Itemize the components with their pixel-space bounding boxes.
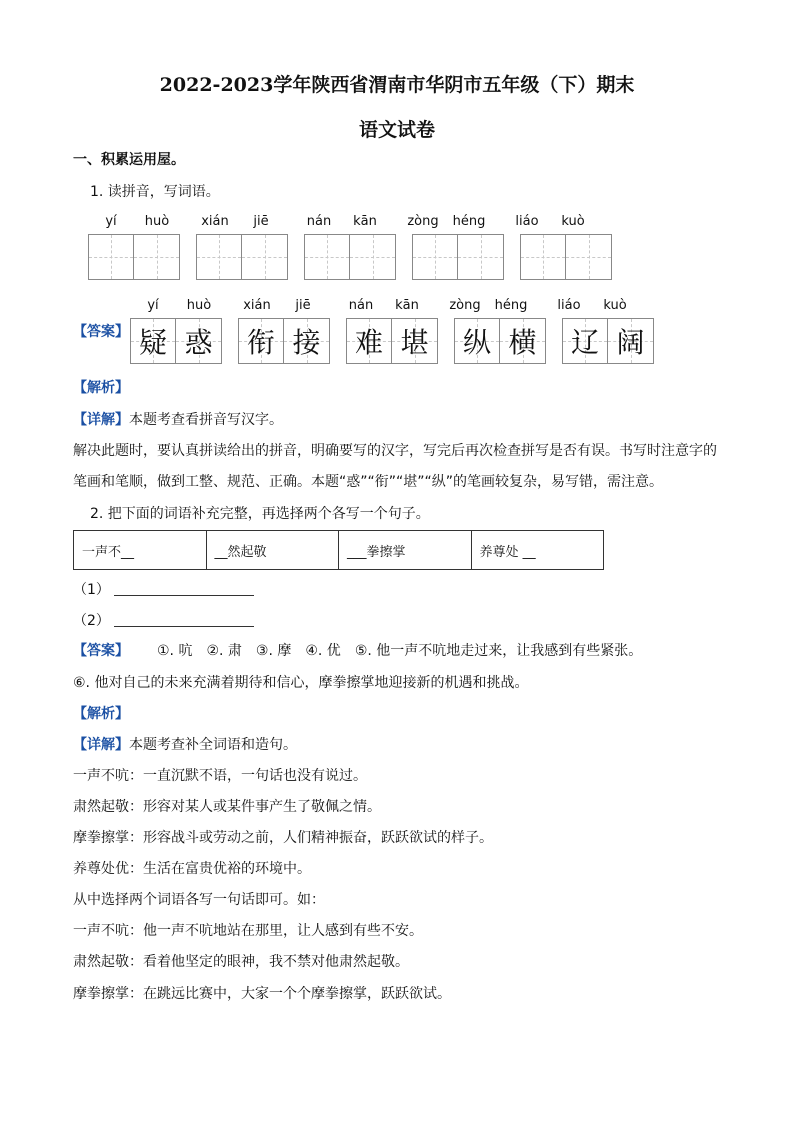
analysis-label: 【解析】: [73, 706, 129, 722]
answer-blank[interactable]: [114, 581, 254, 596]
answer-char: 接: [292, 326, 321, 359]
pinyin: liáo: [515, 214, 539, 229]
word-cell[interactable]: __然起敬: [206, 531, 339, 570]
blank-number: （1）: [73, 582, 110, 598]
analysis-label: 【解析】: [73, 380, 129, 396]
answer-char: 横: [508, 326, 537, 359]
explanation-line: 摩拳擦掌：形容战斗或劳动之前，人们精神振奋，跃跃欲试的样子。: [73, 830, 493, 846]
writing-grid[interactable]: [520, 234, 612, 280]
pinyin: kān: [395, 298, 419, 313]
section-heading: 一、积累运用屋。: [73, 152, 185, 168]
pinyin: yí: [147, 298, 159, 313]
answer-char: 辽: [570, 326, 599, 359]
answer-char: 纵: [462, 326, 491, 359]
question-1-prompt: 1. 读拼音，写词语。: [90, 184, 220, 200]
sentence-blank-2: [73, 611, 254, 631]
word-cell[interactable]: 一声不__: [74, 531, 207, 570]
pinyin-row-answer: [130, 298, 638, 313]
answer-item: ③. 摩: [255, 643, 292, 659]
pinyin: xián: [201, 214, 229, 229]
pinyin: xián: [243, 298, 271, 313]
writing-grid[interactable]: [88, 234, 180, 280]
answer-grid: [130, 318, 222, 364]
pinyin: kuò: [561, 214, 585, 229]
word-cell[interactable]: 养尊处 __: [471, 531, 604, 570]
blank-number: （2）: [73, 613, 110, 629]
answer-grid: [454, 318, 546, 364]
pinyin: huò: [144, 214, 170, 229]
answer-item: ②. 肃: [206, 643, 242, 659]
answer-char: 难: [354, 326, 383, 359]
answer-grid: [238, 318, 330, 364]
pinyin: héng: [494, 298, 528, 313]
answer-grid: [346, 318, 438, 364]
answer-char: 阔: [616, 326, 645, 359]
explanation-line: 笔画和笔顺，做到工整、规范、正确。本题“惑”“衔”“堪”“纵”的笔画较复杂，易写错，需注意。: [73, 474, 664, 490]
explanation-line: 摩拳擦掌：在跳远比赛中，大家一个个摩拳擦掌，跃跃欲试。: [73, 986, 451, 1002]
pinyin: yí: [105, 214, 117, 229]
pinyin: zòng: [407, 214, 439, 229]
answer-item-6: ⑥. 他对自己的未来充满着期待和信心，摩拳擦掌地迎接新的机遇和挑战。: [73, 675, 529, 691]
writing-grid[interactable]: [196, 234, 288, 280]
answer-item: ⑤. 他一声不吭地走过来，让我感到有些紧张。: [354, 643, 643, 659]
answer-item: ①. 吭: [157, 643, 193, 659]
pinyin: liáo: [557, 298, 581, 313]
answer-char: 堪: [400, 326, 429, 359]
sentence-blank-1: [73, 580, 254, 600]
pinyin: nán: [348, 298, 374, 313]
explanation-line: 养尊处优：生活在富贵优裕的环境中。: [73, 861, 311, 877]
pinyin: zòng: [449, 298, 481, 313]
detail-line: [73, 735, 297, 755]
detail-label: 【详解】: [73, 412, 129, 428]
pinyin-row-question: [88, 214, 596, 229]
explanation-line: 解决此题时，要认真拼读给出的拼音，明确要写的汉字，写完后再次检查拼写是否有误。书写时注意字的: [73, 443, 717, 459]
question-2-prompt: 2. 把下面的词语补充完整，再选择两个各写一个句子。: [90, 506, 430, 522]
explanation-line: 从中选择两个词语各写一句话即可。如：: [73, 892, 325, 908]
answer-blank[interactable]: [114, 612, 254, 627]
document-title: 2022-2023学年陕西省渭南市华阴市五年级（下）期末: [159, 74, 635, 96]
explanation-line: 一声不吭：一直沉默不语，一句话也没有说过。: [73, 768, 367, 784]
pinyin: nán: [306, 214, 332, 229]
pinyin: huò: [186, 298, 212, 313]
answer-label: 【答案】: [73, 643, 129, 659]
pinyin: kuò: [603, 298, 627, 313]
answer-grid: [562, 318, 654, 364]
document-subtitle: 语文试卷: [358, 119, 435, 141]
detail-text: 本题考查补全词语和造句。: [129, 737, 297, 753]
answer-char: 疑: [138, 326, 167, 359]
word-cell[interactable]: ___拳擦掌: [339, 531, 472, 570]
answer-label: 【答案】: [73, 324, 129, 340]
answer-item: ④. 优: [305, 643, 341, 659]
answer-char: 衔: [246, 326, 275, 359]
writing-grid[interactable]: [412, 234, 504, 280]
q2-answer-line: [73, 641, 642, 661]
pinyin: kān: [353, 214, 377, 229]
explanation-line: 一声不吭：他一声不吭地站在那里，让人感到有些不安。: [73, 923, 423, 939]
detail-label: 【详解】: [73, 737, 129, 753]
pinyin: jiē: [253, 214, 269, 229]
pinyin: héng: [452, 214, 486, 229]
explanation-line: 肃然起敬：形容对某人或某件事产生了敬佩之情。: [73, 799, 381, 815]
word-table: [73, 530, 604, 570]
explanation-line: 肃然起敬：看着他坚定的眼神，我不禁对他肃然起敬。: [73, 954, 409, 970]
detail-text: 本题考查看拼音写汉字。: [129, 412, 283, 428]
pinyin: jiē: [295, 298, 311, 313]
detail-line: [73, 410, 283, 430]
writing-grid[interactable]: [304, 234, 396, 280]
answer-char: 惑: [184, 326, 213, 359]
